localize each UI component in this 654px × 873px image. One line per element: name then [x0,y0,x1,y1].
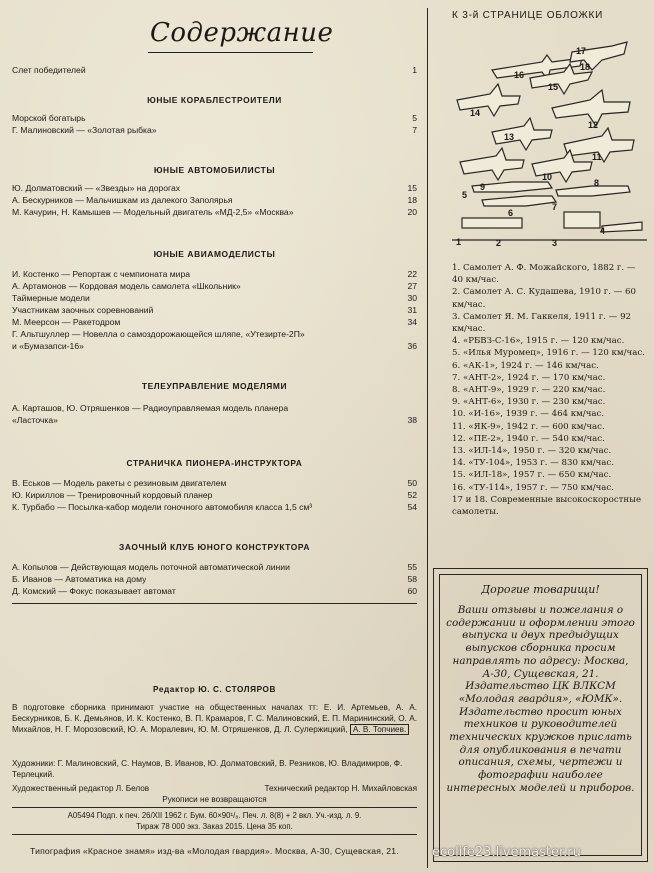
toc-entry-title: «Ласточка» [12,415,58,425]
toc-entry-title: и «Бумазапси-16» [12,341,84,351]
item-text: Современные высокоскоростные самолеты. [452,494,642,518]
toc-entry-title: Г. Альтшуллер — Новелла о самоздорожающейся шляпе, «Утезирте-2П» [12,329,305,339]
toc-entry-page: 30 [407,293,417,303]
toc-entry-title: М. Меерсон — Ракетодром [12,317,121,327]
toc-row[interactable] [12,304,417,316]
item-number: 3. [452,311,461,322]
illustration-number-9: 9 [480,182,486,192]
illustration-number-16: 16 [514,70,525,80]
toc-section-pioneer [12,457,417,513]
illustration-number-14: 14 [470,108,481,118]
item-text: «ЯК-9», 1942 г. — 600 км/час. [468,421,605,432]
illustration-number-7: 7 [552,202,558,212]
illustration-number-10: 10 [542,172,553,182]
illustration-number-3: 3 [552,238,558,248]
toc-entry-page: 58 [407,574,417,584]
tech-editor: Технический редактор Н. Михайловская [264,784,417,793]
toc-section-shipbuilders [12,94,417,136]
aircraft-list-item [452,445,648,457]
item-text: «АК-1», 1924 г. — 146 км/час. [462,360,599,371]
aircraft-list-item [452,494,648,518]
aircraft-list-item [452,286,648,310]
aircraft-list-item [452,335,648,347]
illustration-number-4: 4 [600,226,606,236]
aircraft-list-item [452,421,648,433]
item-text: «Илья Муромец», 1916 г. — 120 км/час. [462,348,645,359]
item-text: «АНТ-9», 1929 г. — 220 км/час. [462,385,606,396]
section-heading: ЮНЫЕ КОРАБЛЕСТРОИТЕЛИ [147,95,282,105]
toc-row[interactable] [12,340,417,352]
item-text: Самолет Я. М. Гаккеля, 1911 г. — 92 км/час. [452,311,632,335]
credits-top-rule [12,603,417,604]
illustration-number-13: 13 [504,132,515,142]
toc-entry-title: А. Бескурников — Мальчишкам из далекого Заполярья [12,195,233,205]
aircraft-list-item [452,311,648,335]
printing-house-footer: Типография «Красное знамя» изд-ва «Молодая гвардия». Москва, А-30, Сущевская, 21. [30,846,399,856]
toc-row[interactable] [12,561,417,573]
item-text: «ИЛ-18», 1957 г. — 650 км/час. [468,470,612,481]
illustration-number-8: 8 [594,178,600,188]
toc-entry-title: А. Копылов — Действующая модель поточной автоматической линии [12,562,290,572]
toc-entry-page: 1 [412,65,417,75]
illustration-number-15: 15 [548,82,559,92]
toc-row[interactable] [12,206,417,218]
toc-section-correspondence-club [12,541,417,597]
toc-entry-page: 5 [412,113,417,123]
toc-entry-page: 34 [407,317,417,327]
item-text: Самолет А. С. Кудашева, 1910 г. — 60 км/час. [452,287,636,310]
aircraft-list-item [452,384,648,396]
toc-entry-page: 18 [407,195,417,205]
aircraft-list-item [452,482,648,494]
aircraft-list-item [452,372,648,384]
aircraft-list-item [452,457,648,469]
toc-entry-page: 38 [407,415,417,425]
item-text: «ИЛ-14», 1950 г. — 320 км/час. [468,446,612,457]
print-bottom-rule [12,834,417,835]
toc-entry-page: 7 [412,125,417,135]
toc-row[interactable] [12,414,417,426]
toc-entry-title: Ю. Долматовский — «Звезды» на дорогах [12,183,181,193]
illustration-number-2: 2 [496,238,502,248]
toc-section-remote-control [12,380,417,426]
illustration-number-5: 5 [462,190,468,200]
item-number: 5. [452,348,461,359]
toc-entry-page: 27 [407,281,417,291]
toc-entry-title: А. Карташов, Ю. Отряшенков — Радиоуправляемая модель планера [12,403,289,413]
artists-line: Художники: Г. Малиновский, С. Наумов, В. Иванов, Ю. Долматовский, В. Резников, Ю. Владимиров, Ф. Терлецкий. [12,759,403,779]
aircraft-list-item [452,433,648,445]
toc-row[interactable] [12,64,417,76]
section-heading: ЮНЫЕ АВИАМОДЕЛИСТЫ [153,249,276,259]
item-number: 2. [452,287,461,298]
item-number: 8. [452,385,461,396]
item-number: 16. [452,482,466,493]
item-number: 7. [452,372,461,383]
watermark: ecolife23.livemaster.ru [432,845,581,860]
item-number: 1. [452,263,461,273]
toc-entry-title: А. Артамонов — Кордовая модель самолета «Школьник» [12,281,241,291]
item-text: Самолет А. Ф. Можайского, 1882 г. — 40 км/час. [452,263,636,286]
illustration-number-6: 6 [508,208,514,218]
preparation-paragraph [12,702,417,735]
toc-row[interactable] [12,501,417,513]
toc-entry-title: Д. Комский — Фокус показывает автомат [12,586,176,596]
section-heading: СТРАНИЧКА ПИОНЕРА-ИНСТРУКТОРА [126,458,303,468]
readers-notice-box [433,568,648,862]
toc-row[interactable] [12,268,417,280]
toc-section-aeromodellers [12,248,417,352]
notice-inner-frame [439,574,642,856]
item-text: «РБВЗ-С-16», 1915 г. — 120 км/час. [462,336,625,347]
toc-entry-page: 22 [407,269,417,279]
item-text: «ПЕ-2», 1940 г. — 540 км/час. [468,433,605,444]
aircraft-list [452,262,648,518]
notice-heading: Дорогие товарищи! [481,583,600,596]
toc-entry-page: 52 [407,490,417,500]
item-number: 12. [452,433,466,444]
aircraft-list-item [452,408,648,420]
toc-row[interactable] [12,182,417,194]
item-text: «АНТ-6», 1930 г. — 230 км/час. [462,397,606,408]
toc-entry-title: Г. Малиновский — «Золотая рыбка» [12,125,157,135]
toc-entry-page: 15 [407,183,417,193]
illustration-number-1: 1 [456,237,462,247]
toc-entry-title: К. Турбабо — Посылка-кабор модели гоночного автомобиля класса 1,5 см³ [12,502,313,512]
aircraft-list-item [452,262,648,286]
toc-entry-title: М. Качурин, Н. Камышев — Модельный двигатель «МД-2,5» «Москва» [12,207,294,217]
illustration-number-12: 12 [588,120,599,130]
item-number: 4. [452,336,461,347]
cover-reference-title: К 3-й СТРАНИЦЕ ОБЛОЖКИ [452,10,604,21]
aircraft-list-item [452,347,648,359]
item-number: 15. [452,470,466,481]
aircraft-illustration [452,40,647,255]
toc-entry-title: Ю. Кириллов — Тренировочный кордовый планер [12,490,213,500]
notice-body: Ваши отзывы и пожелания о содержании и оформлении этого выпуска и двух предыдущих выпусков сборника просим направлять по адресу: Москва, А-30, Сущевская, 21. Издательство ЦК ВЛКСМ «Молодая гвардия», «ЮМК». Издательство просит юных техников и руководителей технических кружков прислать для опубликования в печати описания, схемы, чертежи и фотографии наиболее интересных моделей и приборов. [446,604,635,794]
toc-row[interactable] [12,573,417,585]
toc-entry-title: Морской богатырь [12,113,86,123]
item-number: 17 и 18. [452,494,488,505]
art-editor: Художественный редактор Л. Белов [12,784,150,793]
print-line-2: Тираж 78 000 экз. Заказ 2015. Цена 35 коп. [136,822,293,831]
item-number: 6. [452,360,461,371]
toc-row[interactable] [12,477,417,489]
toc-row[interactable] [12,124,417,136]
item-text: «АНТ-2», 1924 г. — 170 км/час. [462,372,606,383]
toc-entry-title: Слет победителей [12,65,86,75]
toc-entry-page: 54 [407,502,417,512]
editor-line: Редактор Ю. С. СТОЛЯРОВ [152,685,277,694]
item-number: 9. [452,397,461,408]
item-number: 10. [452,409,466,420]
toc-row[interactable] [12,489,417,501]
toc-row[interactable] [12,316,417,328]
section-heading: ТЕЛЕУПРАВЛЕНИЕ МОДЕЛЯМИ [141,381,288,391]
aircraft-list-item [452,396,648,408]
toc-entry-title: Участникам заочных соревнований [12,305,154,315]
contents-title: Содержание [150,18,334,48]
print-top-rule [12,807,417,808]
section-heading: ЮНЫЕ АВТОМОБИЛИСТЫ [153,165,276,175]
toc-entry-page: 50 [407,478,417,488]
toc-row[interactable] [12,194,417,206]
toc-row[interactable] [12,585,417,597]
item-number: 13. [452,446,466,457]
aircraft-list-item [452,469,648,481]
illustration-number-17: 17 [576,46,587,56]
toc-row[interactable] [12,402,417,414]
aircraft-silhouettes-icon [452,40,647,255]
toc-entry-page: 31 [407,305,417,315]
item-text: «ТУ-114», 1957 г. — 750 км/час. [468,482,614,493]
aircraft-list-item [452,360,648,372]
toc-row[interactable] [12,280,417,292]
toc-row[interactable] [12,112,417,124]
toc-section-motorists [12,164,417,218]
toc-row[interactable] [12,328,417,340]
illustration-number-18: 18 [580,62,591,72]
toc-entry-title: И. Костенко — Репортаж с чемпионата мира [12,269,191,279]
toc-entry-page: 55 [407,562,417,572]
item-number: 11. [452,421,466,432]
title-underline [148,52,313,53]
toc-intro [12,64,417,76]
preparation-text: В подготовке сборника принимают участие на общественных началах тт: Е. И. Артемьев, А. А. Бескурников, Б. К. Демьянов, И. К. Костенко, В. П. Крамаров, Г. С. Малиновский, Е. П. Марининский, О. А. Михайлов, Н. Г. Морозовский, Ю. А. Моралевич, Ю. М. Отряшенков, Д. Л. Сулержицкий, [12,703,417,734]
section-heading: ЗАОЧНЫЙ КЛУБ ЮНОГО КОНСТРУКТОРА [119,542,310,552]
item-text: «И-16», 1939 г. — 464 км/час. [468,409,605,420]
toc-entry-title: Таймерные модели [12,293,90,303]
item-number: 14. [452,458,466,469]
illustration-number-11: 11 [592,152,602,162]
toc-entry-page: 60 [407,586,417,596]
print-line-1: А05494 Подп. к печ. 26/XII 1962 г. Бум. 60×90¹/₈. Печ. л. 8(8) + 2 вкл. Уч.-изд. л. 9. [67,811,362,820]
toc-entry-page: 20 [407,207,417,217]
manuscripts-note: Рукописи не возвращаются [162,795,267,804]
toc-row[interactable] [12,292,417,304]
toc-entry-page: 36 [407,341,417,351]
toc-entry-title: Б. Иванов — Автоматика на дому [12,574,147,584]
preparation-boxed-name: А. В. Топчиев. [350,724,409,735]
toc-entry-title: В. Еськов — Модель ракеты с резиновым двигателем [12,478,227,488]
item-text: «ТУ-104», 1953 г. — 830 км/час. [468,458,614,469]
column-divider [427,8,428,868]
